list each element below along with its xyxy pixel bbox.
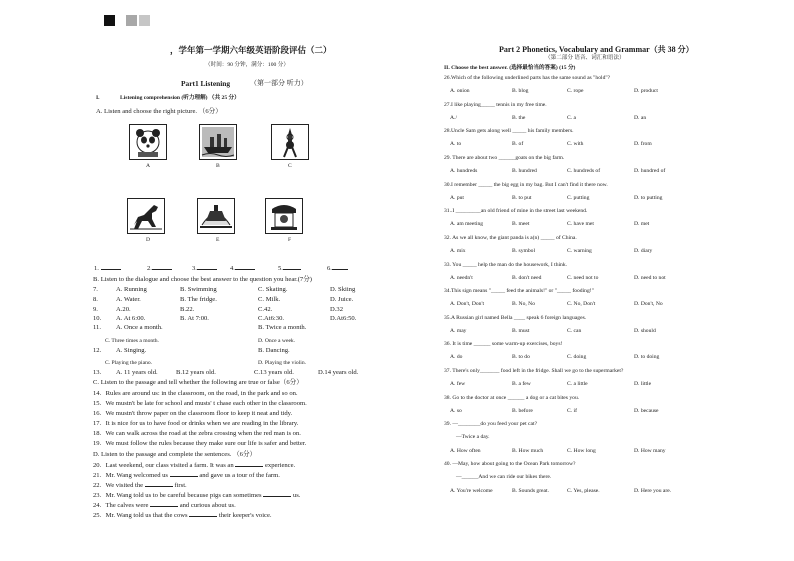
answer-number: 3. xyxy=(192,265,197,272)
picture-a xyxy=(129,124,167,160)
statement: Rules are around us: in the classroom, on the road, in the park and so on. xyxy=(105,390,298,397)
option-c[interactable]: C. with xyxy=(567,141,584,147)
question-reply: —Twice a day. xyxy=(456,434,490,440)
option-b[interactable]: B. before xyxy=(512,408,533,414)
question-text: 29. There are about two ______goats on the big farm. xyxy=(444,155,565,161)
sentence-end: first. xyxy=(174,482,187,489)
sentence-start: Mr. Wang told us to be careful because pigs can sometimes xyxy=(105,492,262,499)
sentence-start: The calves were xyxy=(105,502,149,509)
question-number: 10. xyxy=(93,315,102,322)
option-d[interactable]: D. Once a week. xyxy=(258,338,296,344)
question-number: 20. xyxy=(93,462,102,469)
option-b[interactable]: B. At 7:00. xyxy=(180,315,209,322)
option-d[interactable]: D. an xyxy=(634,115,647,121)
question-number: 7. xyxy=(93,286,98,293)
option-a[interactable]: A. Singing. xyxy=(116,347,147,354)
picture-letter-f: F xyxy=(288,237,292,243)
section-i-heading: Listening comprehension (听力理解) （共 25 分） xyxy=(120,95,240,101)
option-c[interactable]: C. Yes, please. xyxy=(567,488,600,494)
fill-item-24 xyxy=(93,503,236,510)
question-number: 11. xyxy=(93,324,101,331)
option-b[interactable]: B. Twice a month. xyxy=(258,324,307,331)
option-c[interactable]: C. warning xyxy=(567,248,592,254)
option-a[interactable]: A. 11 years old. xyxy=(116,369,158,376)
question-text: 32. As we all know, the giant panda is a(n) _____ of China. xyxy=(444,235,577,241)
statement: We must follow the rules because they make sure our life is safer and better. xyxy=(105,440,307,447)
section-a-heading: A. Listen and choose the right picture. （6分） xyxy=(96,108,222,115)
sentence-end: us. xyxy=(292,492,301,499)
picture-b xyxy=(199,124,237,160)
question-number: 16. xyxy=(93,410,102,417)
question-number: 22. xyxy=(93,482,102,489)
question-number: 21. xyxy=(93,472,102,479)
picture-letter-c: C xyxy=(288,163,292,169)
tf-item-18 xyxy=(93,431,301,438)
answer-blank[interactable] xyxy=(170,476,198,477)
answer-blank[interactable] xyxy=(150,506,178,507)
option-d[interactable]: D. need to not xyxy=(634,275,666,281)
part1-heading: Part1 Listening xyxy=(181,79,231,88)
answer-number: 1. xyxy=(94,265,99,272)
option-d[interactable]: D. Don't, No xyxy=(634,301,663,307)
question-number: 9. xyxy=(93,306,98,313)
sentence-start: We visited the xyxy=(105,482,144,489)
part2-heading: Part 2 Phonetics, Vocabulary and Grammar（共 38 分） xyxy=(499,45,694,54)
statement: We mustn't be late for school and musts' t chase each other in the classroom. xyxy=(105,400,307,407)
question-text: 35.A Russian girl named Bella ____ speak 6 foreign languages. xyxy=(444,315,587,321)
answer-number: 6. xyxy=(327,265,332,272)
option-d[interactable]: D. Playing the violin. xyxy=(258,360,307,366)
option-b[interactable]: B. must xyxy=(512,328,530,334)
fill-item-20 xyxy=(93,463,295,470)
option-c[interactable]: C. Skating. xyxy=(258,286,288,293)
option-c[interactable]: C. need not to xyxy=(567,275,599,281)
statement: We can walk across the road at the zebra crossing when the red man is on. xyxy=(105,430,301,437)
exam-title: ，学年第一学期六年级英语阶段评估（二） xyxy=(170,45,332,55)
question-reply: —______And we can ride our bikes there. xyxy=(456,474,552,480)
answer-blank-5[interactable] xyxy=(278,266,301,273)
part1-heading-cn: （第一部分 听力） xyxy=(250,79,308,87)
option-d[interactable]: D. How many xyxy=(634,448,666,454)
option-a[interactable]: A. Water. xyxy=(116,296,141,303)
option-b[interactable]: B. the xyxy=(512,115,526,121)
option-d[interactable]: D.14 years old. xyxy=(318,369,359,376)
option-b[interactable]: B. don't need xyxy=(512,275,542,281)
option-a[interactable]: A. mix xyxy=(450,248,466,254)
tower-icon xyxy=(272,125,308,159)
option-d[interactable]: D. because xyxy=(634,408,659,414)
option-a[interactable]: A. At 6:00. xyxy=(116,315,146,322)
option-d[interactable]: D.32 xyxy=(330,306,344,313)
sentence-end: experience. xyxy=(264,462,296,469)
option-d[interactable]: D. Here you are. xyxy=(634,488,672,494)
option-d[interactable]: D. to doing xyxy=(634,354,660,360)
corner-mark-black xyxy=(104,15,115,26)
question-text: 39. —________do you feed your pet cat? xyxy=(444,421,538,427)
picture-letter-e: E xyxy=(216,237,220,243)
sentence-end: their keeper's voice. xyxy=(218,512,272,519)
option-a[interactable]: A. You're welcome xyxy=(450,488,493,494)
option-a[interactable]: A. so xyxy=(450,408,462,414)
answer-blank[interactable] xyxy=(263,496,291,497)
horse-icon xyxy=(128,199,164,233)
option-a[interactable]: A. to xyxy=(450,141,462,147)
section-ii-heading: II. Choose the best answer. (选择最恰当的答案) (15 分) xyxy=(444,65,576,71)
option-a[interactable]: A. do xyxy=(450,354,463,360)
answer-blank-3[interactable] xyxy=(192,266,217,273)
option-c[interactable]: C.At6:30. xyxy=(258,315,285,322)
option-d[interactable]: D. diary xyxy=(634,248,653,254)
option-c[interactable]: C. a little xyxy=(567,381,588,387)
option-c[interactable]: C. can xyxy=(567,328,582,334)
fill-item-22 xyxy=(93,483,187,490)
option-b[interactable]: B. Sounds great. xyxy=(512,488,549,494)
ship-icon xyxy=(200,125,236,159)
option-b[interactable]: B. Dancing. xyxy=(258,347,290,354)
fill-item-21 xyxy=(93,473,280,480)
option-d[interactable]: D. product xyxy=(634,88,658,94)
sentence-end: and gave us a tour of the farm. xyxy=(199,472,280,479)
option-c[interactable]: C. have met xyxy=(567,221,594,227)
option-b[interactable]: B. hundred xyxy=(512,168,537,174)
answer-blank-1[interactable] xyxy=(94,266,121,273)
section-b-heading: B. Listen to the dialogue and choose the best answer to the question you hear.(7分) xyxy=(93,276,313,283)
option-b[interactable]: B. a few xyxy=(512,381,531,387)
answer-number: 5. xyxy=(278,265,283,272)
sentence-start: Last weekend, our class visited a farm. It was an xyxy=(105,462,234,469)
time-info: （时间：90 分钟，满分：100 分） xyxy=(205,62,289,68)
question-text: 30.I remember _____ the big egg in my bag. But I can't find it there now. xyxy=(444,182,608,188)
question-number: 14. xyxy=(93,390,102,397)
picture-letter-a: A xyxy=(146,163,151,169)
section-i-number: I. xyxy=(96,95,100,101)
option-b[interactable]: B. The fridge. xyxy=(180,296,217,303)
option-b[interactable]: B. to put xyxy=(512,195,532,201)
option-d[interactable]: D. should xyxy=(634,328,656,334)
picture-letter-b: B xyxy=(216,163,220,169)
option-a[interactable]: A./ xyxy=(450,115,457,121)
answer-number: 4. xyxy=(230,265,235,272)
option-c[interactable]: C. putting xyxy=(567,195,590,201)
option-c[interactable]: C. doing xyxy=(567,354,587,360)
picture-e xyxy=(197,198,235,234)
picture-letter-d: D xyxy=(146,237,151,243)
option-b[interactable]: B. symbol xyxy=(512,248,536,254)
question-text: 28.Uncle Sam gets along well _____ his family members. xyxy=(444,128,574,134)
option-c[interactable]: C. a xyxy=(567,115,577,121)
option-d[interactable]: D. from xyxy=(634,141,652,147)
option-c[interactable]: C. No, Don't xyxy=(567,301,596,307)
option-b[interactable]: B. meet xyxy=(512,221,530,227)
tf-item-14 xyxy=(93,391,298,398)
picture-c xyxy=(271,124,309,160)
question-text: 33. You _____ help the man do the housework, I think. xyxy=(444,262,568,268)
option-d[interactable]: D.At6:50. xyxy=(330,315,357,322)
option-b[interactable]: B. How much xyxy=(512,448,544,454)
question-number: 18. xyxy=(93,430,102,437)
question-text: 36. It is time ______ some warm-up exercises, boys! xyxy=(444,341,563,347)
sentence-start: Mr. Wang told us that the cows xyxy=(105,512,188,519)
answer-blank[interactable] xyxy=(145,486,173,487)
panda-icon xyxy=(130,125,166,159)
option-b[interactable]: B. No, No xyxy=(512,301,535,307)
option-b[interactable]: B.12 years old. xyxy=(176,369,216,376)
option-c[interactable]: C. Milk. xyxy=(258,296,281,303)
option-a[interactable]: A. hundreds xyxy=(450,168,478,174)
option-a[interactable]: A. onion xyxy=(450,88,470,94)
answer-blank-6[interactable] xyxy=(327,266,348,273)
tf-item-15 xyxy=(93,401,307,408)
statement: It is nice for us to have food or drinks when we are reading in the library. xyxy=(105,420,299,427)
option-d[interactable]: D. met xyxy=(634,221,650,227)
answer-blank-2[interactable] xyxy=(147,266,172,273)
tf-item-16 xyxy=(93,411,292,418)
tf-item-17 xyxy=(93,421,298,428)
option-b[interactable]: B. to do xyxy=(512,354,530,360)
fill-item-23 xyxy=(93,493,300,500)
shrine-icon xyxy=(266,199,302,233)
option-c[interactable]: C.13 years old. xyxy=(254,369,294,376)
picture-f xyxy=(265,198,303,234)
answer-blank[interactable] xyxy=(189,516,217,517)
question-text: 31..I _________an old friend of mine in the street last weekend. xyxy=(444,208,588,214)
question-text: 37. There's only_______ food left in the fridge. Shall we go to the supermarket? xyxy=(444,368,624,374)
option-a[interactable]: A. put xyxy=(450,195,464,201)
option-a[interactable]: A. am meeting xyxy=(450,221,484,227)
question-text: 26.Which of the following underlined parts has the same sound as "hold"? xyxy=(444,75,611,81)
option-c[interactable]: C.42. xyxy=(258,306,273,313)
part2-subheading: （第二部分 语音、词汇和语法） xyxy=(545,55,625,61)
question-number: 23. xyxy=(93,492,102,499)
option-b[interactable]: B.22. xyxy=(180,306,195,313)
option-a[interactable]: A. needn't xyxy=(450,275,473,281)
option-a[interactable]: A. Don't, Don't xyxy=(450,301,485,307)
option-a[interactable]: A. Running xyxy=(116,286,147,293)
picture-d xyxy=(127,198,165,234)
question-number: 15. xyxy=(93,400,102,407)
question-text: 38. Go to the doctor at once ______ a dog or a cat bites you. xyxy=(444,395,580,401)
option-b[interactable]: B. blog xyxy=(512,88,529,94)
sentence-end: and curious about us. xyxy=(179,502,236,509)
question-number: 8. xyxy=(93,296,98,303)
fill-item-25 xyxy=(93,513,272,520)
sentence-start: Mr. Wang welcomed us xyxy=(105,472,168,479)
option-d[interactable]: D. Skiing xyxy=(330,286,356,293)
corner-mark-grey-1 xyxy=(126,15,137,26)
question-number: 24. xyxy=(93,502,102,509)
option-c[interactable]: C. Three times a month. xyxy=(105,338,159,344)
option-b[interactable]: B. Swimming xyxy=(180,286,217,293)
section-d-heading: D. Listen to the passage and complete the sentences. （6分） xyxy=(93,451,257,458)
question-text: 40. —May, how about going to the Ocean Park tomorrow? xyxy=(444,461,576,467)
option-a[interactable]: A. Once a month. xyxy=(116,324,163,331)
question-number: 13. xyxy=(93,369,102,376)
option-d[interactable]: D. little xyxy=(634,381,652,387)
option-d[interactable]: D. Juice. xyxy=(330,296,354,303)
tf-item-19 xyxy=(93,441,306,448)
option-c[interactable]: C. hundreds of xyxy=(567,168,601,174)
option-c[interactable]: C. How long xyxy=(567,448,596,454)
option-a[interactable]: A. few xyxy=(450,381,466,387)
answer-blank[interactable] xyxy=(235,466,263,467)
option-c[interactable]: C. rope xyxy=(567,88,584,94)
monument-icon xyxy=(198,199,234,233)
option-a[interactable]: A.20. xyxy=(116,306,131,313)
option-c[interactable]: C. if xyxy=(567,408,577,414)
question-text: 34.This sign means "_____ feed the animals!" or "_____ fooding!" xyxy=(444,288,594,294)
option-a[interactable]: A. How often xyxy=(450,448,481,454)
option-c[interactable]: C. Playing the piano. xyxy=(105,360,153,366)
section-c-heading: C. Listen to the passage and tell whether the following are true or false（6分） xyxy=(93,379,303,386)
question-number: 25. xyxy=(93,512,102,519)
statement: We mustn't throw paper on the classroom floor to keep it neat and tidy. xyxy=(105,410,293,417)
option-b[interactable]: B. of xyxy=(512,141,524,147)
corner-mark-grey-2 xyxy=(139,15,150,26)
question-number: 19. xyxy=(93,440,102,447)
option-a[interactable]: A. may xyxy=(450,328,467,334)
answer-number: 2. xyxy=(147,265,152,272)
option-d[interactable]: D. to putting xyxy=(634,195,663,201)
question-number: 17. xyxy=(93,420,102,427)
question-number: 12. xyxy=(93,347,102,354)
option-d[interactable]: D. hundred of xyxy=(634,168,666,174)
question-text: 27.I like playing_____ tennis in my free time. xyxy=(444,102,547,108)
answer-blank-4[interactable] xyxy=(230,266,255,273)
